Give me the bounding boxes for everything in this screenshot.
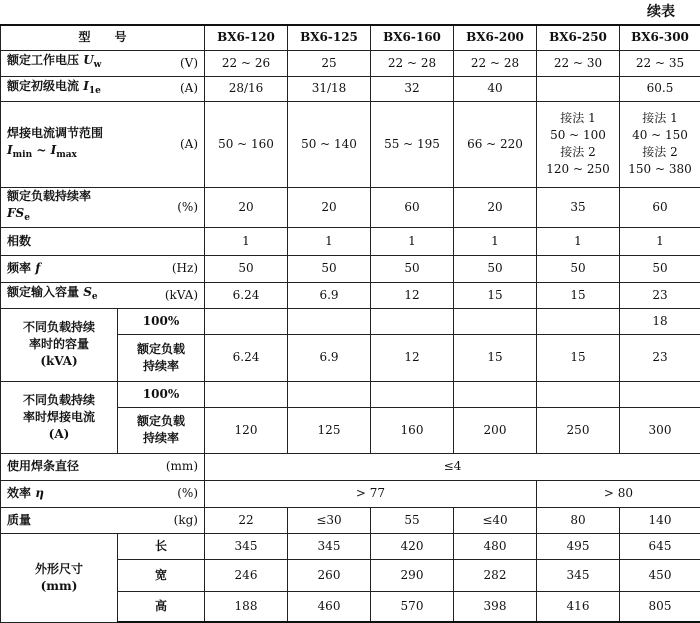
welder-spec-table [0, 24, 700, 623]
capacity-100-row [1, 308, 700, 334]
table-cell: 140 [620, 507, 700, 533]
table-cell [288, 308, 371, 334]
table-cell: 22 ~ 26 [205, 50, 288, 76]
table-cell: 282 [454, 559, 537, 591]
model-header-cell: 型号 [1, 25, 205, 50]
table-cell [205, 381, 288, 407]
table-cell: 20 [205, 187, 288, 227]
table-cell [537, 381, 620, 407]
table-cell: > 77 [205, 480, 537, 507]
table-cell: 420 [371, 533, 454, 559]
table-cell: 50 [537, 255, 620, 282]
current-range-row [1, 101, 700, 187]
row-unit: (%) [118, 187, 205, 227]
current-100-row [1, 381, 700, 407]
continued-table-label: 续表 [647, 4, 675, 20]
table-cell: 570 [371, 591, 454, 622]
table-cell: ≤4 [205, 453, 700, 480]
table-cell: ≤30 [288, 507, 371, 533]
row-label: 相数 [1, 227, 205, 255]
table-cell: 1 [205, 227, 288, 255]
row-unit: (A) [118, 76, 205, 101]
table-cell: 50 ~ 140 [288, 101, 371, 187]
table-cell: 15 [454, 334, 537, 381]
table-cell: 246 [205, 559, 288, 591]
table-cell: 15 [454, 282, 537, 308]
table-cell: 345 [205, 533, 288, 559]
row-label: 额定负载持续率 $FS_e$ [1, 187, 118, 227]
table-cell: 50 ~ 160 [205, 101, 288, 187]
table-cell: 22 ~ 30 [537, 50, 620, 76]
phases-row [1, 227, 700, 255]
row-unit: (%) [118, 480, 205, 507]
group-label: 不同负载持续 率时的容量 (kVA) [1, 308, 118, 381]
table-cell: 60.5 [620, 76, 700, 101]
table-cell: 120 [205, 407, 288, 453]
table-cell: 80 [537, 507, 620, 533]
row-unit: (kg) [118, 507, 205, 533]
table-cell: 1 [454, 227, 537, 255]
rated-voltage-row [1, 50, 700, 76]
table-cell: 55 ~ 195 [371, 101, 454, 187]
table-cell: 6.9 [288, 282, 371, 308]
table-cell: > 80 [537, 480, 700, 507]
group-label: 外形尺寸 (mm) [1, 533, 118, 622]
table-cell: 50 [371, 255, 454, 282]
mass-row [1, 507, 700, 533]
table-cell: 1 [371, 227, 454, 255]
table-cell: 450 [620, 559, 700, 591]
table-cell: 35 [537, 187, 620, 227]
table-cell: 250 [537, 407, 620, 453]
table-cell: 260 [288, 559, 371, 591]
model-name: BX6-200 [454, 25, 537, 50]
row-label: 额定工作电压 $U_w$ [1, 50, 118, 76]
table-cell: 50 [288, 255, 371, 282]
model-name: BX6-125 [288, 25, 371, 50]
table-cell: 188 [205, 591, 288, 622]
table-cell: 22 ~ 28 [371, 50, 454, 76]
table-cell: 1 [537, 227, 620, 255]
table-cell: 12 [371, 334, 454, 381]
table-cell: 160 [371, 407, 454, 453]
table-cell: 460 [288, 591, 371, 622]
input-capacity-row [1, 282, 700, 308]
dimension-length-row [1, 533, 700, 559]
table-cell: 50 [205, 255, 288, 282]
table-cell [454, 381, 537, 407]
sub-label: 100% [118, 381, 205, 407]
row-unit: (Hz) [118, 255, 205, 282]
table-cell: 15 [537, 334, 620, 381]
frequency-row [1, 255, 700, 282]
table-cell: 22 [205, 507, 288, 533]
table-cell: 23 [620, 282, 700, 308]
table-cell: 805 [620, 591, 700, 622]
sub-label: 长 [118, 533, 205, 559]
model-name: BX6-300 [620, 25, 700, 50]
table-cell [371, 381, 454, 407]
table-cell: 32 [371, 76, 454, 101]
table-cell: 28/16 [205, 76, 288, 101]
table-cell [454, 308, 537, 334]
row-unit: (mm) [118, 453, 205, 480]
table-cell: 接法 1 40 ~ 150 接法 2 150 ~ 380 [620, 101, 700, 187]
table-cell: 50 [454, 255, 537, 282]
table-cell: 200 [454, 407, 537, 453]
table-cell: 480 [454, 533, 537, 559]
table-cell [537, 76, 620, 101]
sub-label: 100% [118, 308, 205, 334]
row-label: 额定输入容量 $S_e$ [1, 282, 118, 308]
electrode-row [1, 453, 700, 480]
model-name: BX6-160 [371, 25, 454, 50]
table-cell: 290 [371, 559, 454, 591]
table-cell: ≤40 [454, 507, 537, 533]
table-cell: 50 [620, 255, 700, 282]
table-cell: 6.9 [288, 334, 371, 381]
row-unit: (A) [118, 101, 205, 187]
table-cell: 接法 1 50 ~ 100 接法 2 120 ~ 250 [537, 101, 620, 187]
sub-label: 高 [118, 591, 205, 622]
table-cell: 345 [288, 533, 371, 559]
table-cell: 23 [620, 334, 700, 381]
model-name: BX6-250 [537, 25, 620, 50]
table-cell: 66 ~ 220 [454, 101, 537, 187]
table-cell: 1 [620, 227, 700, 255]
table-cell: 345 [537, 559, 620, 591]
table-cell: 22 ~ 28 [454, 50, 537, 76]
table-cell [537, 308, 620, 334]
sub-label: 额定负载 持续率 [118, 407, 205, 453]
row-label: 质量 [1, 507, 118, 533]
table-cell: 1 [288, 227, 371, 255]
header-row [1, 25, 700, 50]
table-cell: 31/18 [288, 76, 371, 101]
row-unit: (kVA) [118, 282, 205, 308]
efficiency-row [1, 480, 700, 507]
table-cell: 60 [371, 187, 454, 227]
sub-label: 额定负载 持续率 [118, 334, 205, 381]
table-cell [620, 381, 700, 407]
table-cell: 125 [288, 407, 371, 453]
model-name: BX6-120 [205, 25, 288, 50]
duty-cycle-row [1, 187, 700, 227]
table-cell: 25 [288, 50, 371, 76]
table-cell: 40 [454, 76, 537, 101]
table-cell: 20 [454, 187, 537, 227]
row-label: 频率 f [1, 255, 118, 282]
table-cell: 6.24 [205, 334, 288, 381]
table-cell: 18 [620, 308, 700, 334]
table-cell: 300 [620, 407, 700, 453]
table-cell: 6.24 [205, 282, 288, 308]
table-cell [371, 308, 454, 334]
table-cell [205, 308, 288, 334]
table-cell: 60 [620, 187, 700, 227]
table-cell: 55 [371, 507, 454, 533]
row-unit: (V) [118, 50, 205, 76]
table-cell: 20 [288, 187, 371, 227]
row-label: 效率 η [1, 480, 118, 507]
group-label: 不同负载持续 率时焊接电流 (A) [1, 381, 118, 453]
table-cell: 416 [537, 591, 620, 622]
table-cell: 495 [537, 533, 620, 559]
row-label: 使用焊条直径 [1, 453, 118, 480]
table-cell: 398 [454, 591, 537, 622]
row-label: 额定初级电流 $I_{1e}$ [1, 76, 118, 101]
table-cell: 15 [537, 282, 620, 308]
row-label: 焊接电流调节范围 $I_{min}$ ~ $I_{max}$ [1, 101, 118, 187]
table-cell: 645 [620, 533, 700, 559]
table-cell: 22 ~ 35 [620, 50, 700, 76]
table-cell: 12 [371, 282, 454, 308]
table-cell [288, 381, 371, 407]
sub-label: 宽 [118, 559, 205, 591]
primary-current-row [1, 76, 700, 101]
